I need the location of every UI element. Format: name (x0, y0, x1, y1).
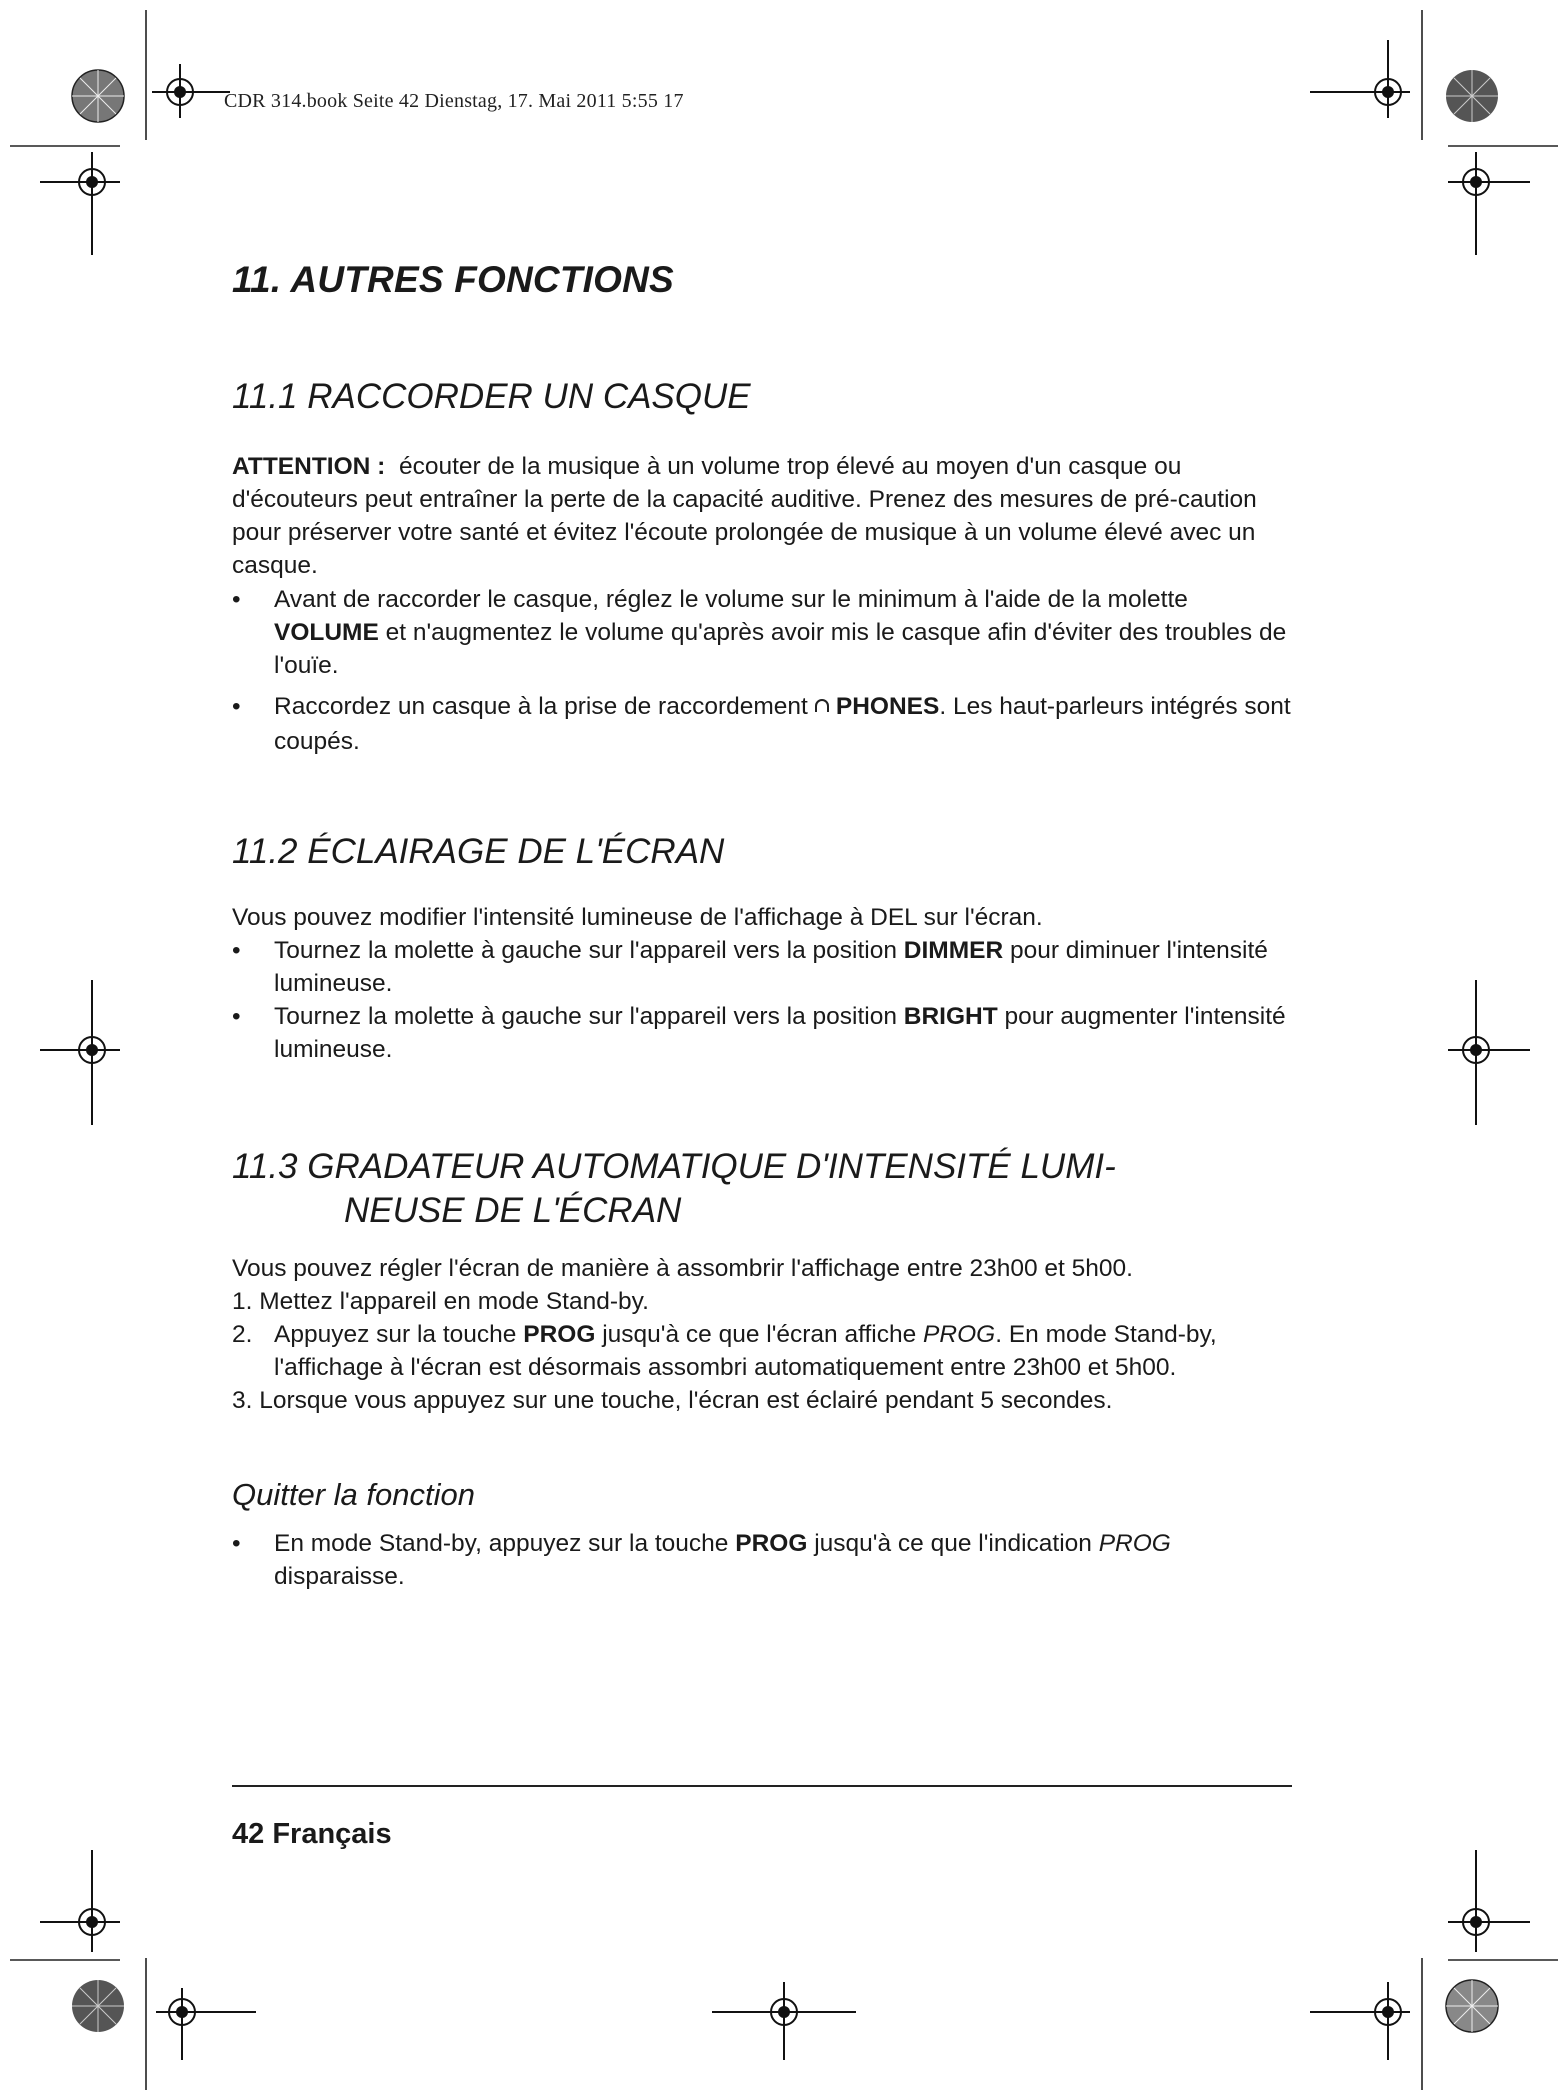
starburst-mark-bottom-right (1446, 1980, 1498, 2032)
list-item (232, 934, 1292, 1000)
bullet-text: Tournez la molette à gauche sur l'appareil vers la position (274, 937, 897, 964)
step-text: jusqu'à ce que l'écran affiche (602, 1321, 917, 1348)
bold-term-dimmer: DIMMER (903, 937, 1004, 964)
bold-term-phones: PHONES (835, 693, 940, 720)
list-item (232, 690, 1292, 758)
list-item (232, 1000, 1292, 1066)
bold-term-prog: PROG (523, 1321, 596, 1348)
step-text: . En mode Stand-by, l'affichage à l'écran est désormais assombri automatiquement entre 23h00 et 5h00. (274, 1321, 1217, 1381)
bullet: • (232, 1530, 241, 1557)
step-2 (232, 1318, 1292, 1384)
crosshair-mark-top-right-2 (1448, 152, 1530, 255)
italic-term-prog: PROG (1098, 1530, 1171, 1557)
starburst-mark-top-left (72, 70, 124, 122)
bullet: • (232, 1003, 241, 1030)
step-1: 1. Mettez l'appareil en mode Stand-by. (232, 1288, 649, 1315)
crosshair-mark-mid-right (1448, 980, 1530, 1125)
starburst-mark-top-right (1446, 70, 1498, 122)
section-11-1-bullets (232, 583, 1292, 766)
bullet-text: disparaisse. (274, 1563, 405, 1590)
step-text: Appuyez sur la touche (274, 1321, 517, 1348)
chapter-title: 11. AUTRES FONCTIONS (232, 259, 674, 300)
bold-term-bright: BRIGHT (903, 1003, 998, 1030)
list-item (232, 583, 1292, 682)
bullet-text: pour augmenter l'intensité lumineuse. (274, 1003, 1286, 1063)
section-11-2-title: 11.2 ÉCLAIRAGE DE L'ÉCRAN (232, 832, 725, 871)
crosshair-mark-bottom-right-1 (1310, 1982, 1410, 2060)
crosshair-mark-top-left-2 (40, 152, 120, 255)
bullet-text: . Les haut-parleurs intégrés sont coupés. (274, 693, 1291, 755)
bullet-text: Tournez la molette à gauche sur l'appareil vers la position (274, 1003, 897, 1030)
quit-bullets (232, 1527, 1292, 1601)
bullet-text: pour diminuer l'intensité lumineuse. (274, 937, 1268, 997)
section-11-3-title-line1: 11.3 GRADATEUR AUTOMATIQUE D'INTENSITÉ LUMI- (232, 1147, 1116, 1186)
bullet: • (232, 693, 241, 720)
section-11-3-title (232, 1145, 1116, 1233)
headphones-icon (814, 692, 830, 725)
crosshair-mark-top-right-1 (1310, 40, 1410, 118)
bullet: • (232, 937, 241, 964)
crosshair-mark-bottom-left-1 (40, 1850, 120, 1952)
section-11-2-intro: Vous pouvez modifier l'intensité lumineuse de l'affichage à DEL sur l'écran. (232, 904, 1043, 931)
crosshair-mark-mid-left (40, 980, 120, 1125)
section-11-3-intro: Vous pouvez régler l'écran de manière à assombrir l'affichage entre 23h00 et 5h00. (232, 1255, 1133, 1282)
section-11-3-title-line2: NEUSE DE L'ÉCRAN (344, 1191, 682, 1230)
starburst-mark-bottom-left (72, 1980, 124, 2032)
bullet-text: jusqu'à ce que l'indication (814, 1530, 1092, 1557)
bold-term-volume: VOLUME (274, 619, 379, 646)
italic-term-prog: PROG (923, 1321, 996, 1348)
step-3: 3. Lorsque vous appuyez sur une touche, l'écran est éclairé pendant 5 secondes. (232, 1387, 1113, 1414)
page-footer: 42 Français (232, 1818, 392, 1850)
attention-label: ATTENTION : (232, 453, 386, 480)
bullet-text: Avant de raccorder le casque, réglez le volume sur le minimum à l'aide de la molette (274, 586, 1188, 613)
bullet: • (232, 586, 241, 613)
step-number: 2. (232, 1321, 253, 1348)
list-item (232, 1527, 1292, 1593)
crosshair-mark-bottom-right-2 (1448, 1850, 1530, 1952)
bold-term-prog: PROG (735, 1530, 808, 1557)
bullet-text: Raccordez un casque à la prise de raccordement (274, 693, 808, 720)
crosshair-mark-bottom-center (712, 1982, 856, 2060)
crosshair-mark-bottom-left-2 (156, 1988, 256, 2060)
print-header: CDR 314.book Seite 42 Dienstag, 17. Mai 2011 5:55 17 (224, 90, 684, 112)
attention-paragraph (232, 450, 1292, 582)
footer-divider (232, 1785, 1292, 1787)
section-11-1-title: 11.1 RACCORDER UN CASQUE (232, 377, 751, 416)
bullet-text: En mode Stand-by, appuyez sur la touche (274, 1530, 729, 1557)
attention-text: écouter de la musique à un volume trop élevé au moyen d'un casque ou d'écouteurs peut entraîner la perte de la capacité auditive. Prenez des mesures de pré-caution pour préserver votre santé et évitez l'écoute prolongée de musique à un volume élevé avec un casque. (232, 453, 1257, 579)
crosshair-mark-top-left-1 (152, 64, 230, 118)
subsection-quit-title: Quitter la fonction (232, 1477, 475, 1512)
section-11-3-steps (232, 1285, 1292, 1417)
bullet-text: et n'augmentez le volume qu'après avoir mis le casque afin d'éviter des troubles de l'ouïe. (274, 619, 1287, 679)
section-11-2-bullets (232, 934, 1292, 1066)
